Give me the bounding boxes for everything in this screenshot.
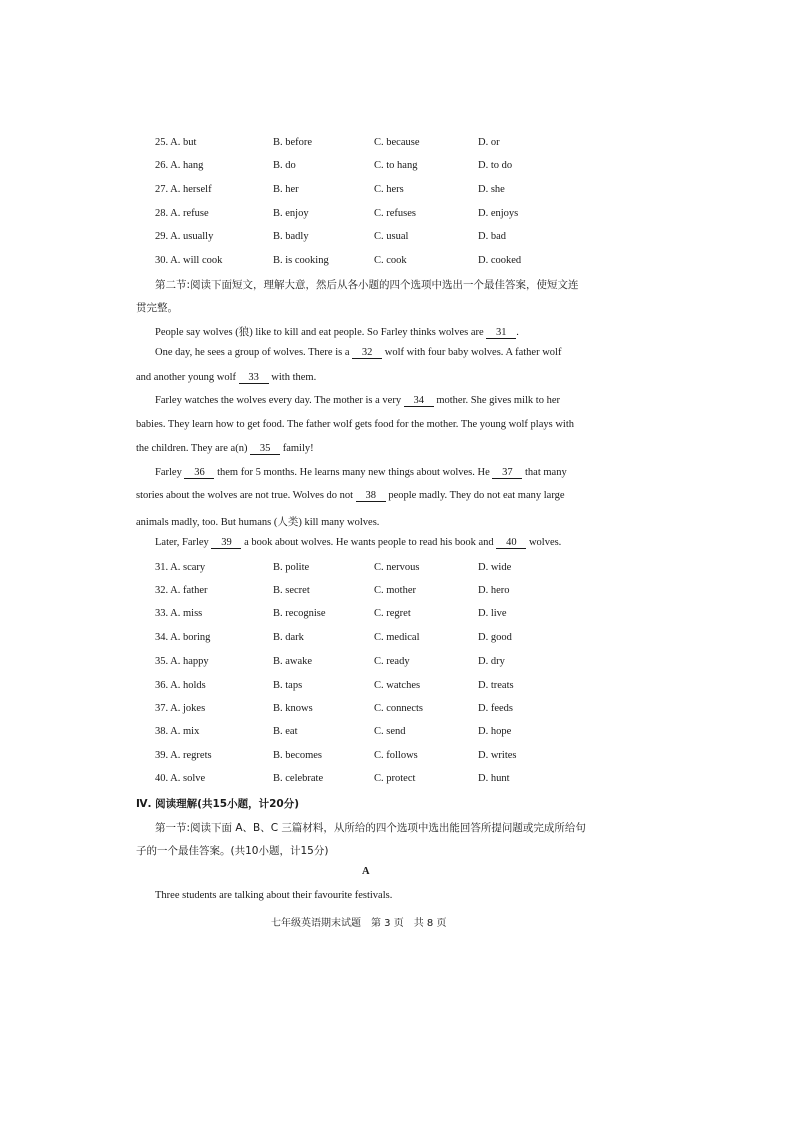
option-c: C. medical [374, 632, 420, 643]
option-c: C. mother [374, 585, 416, 596]
option-b: B. becomes [273, 750, 322, 761]
option-d: D. treats [478, 680, 514, 691]
option-b: B. taps [273, 680, 303, 691]
option-d: D. cooked [478, 255, 522, 266]
page-footer: 七年级英语期末试题 第 3 页 共 8 页 [271, 918, 447, 929]
blank-40: 40 [496, 537, 526, 549]
blank-38: 38 [356, 490, 386, 502]
option-b: B. do [273, 160, 296, 171]
option-c: C. ready [374, 656, 410, 667]
option-a: 30. A. will cook [155, 255, 223, 266]
passage-text: . [516, 327, 519, 338]
option-c: C. because [374, 137, 420, 148]
option-d: D. she [478, 184, 505, 195]
option-d: D. bad [478, 231, 506, 242]
option-d: D. hope [478, 726, 512, 737]
passage-line [136, 372, 316, 384]
option-c: C. connects [374, 703, 423, 714]
section4-instruction-line2: 子的一个最佳答案。(共10小题，计15分) [136, 845, 329, 857]
option-a: 39. A. regrets [155, 750, 212, 761]
option-a: 35. A. happy [155, 656, 209, 667]
passage-a-label: A [362, 866, 370, 877]
passage-text: wolf with four baby wolves. A father wolf [384, 347, 562, 358]
option-b: B. eat [273, 726, 298, 737]
option-c: C. follows [374, 750, 418, 761]
option-a: 38. A. mix [155, 726, 200, 737]
option-a: 36. A. holds [155, 680, 206, 691]
passage-text: Farley watches the wolves every day. The mother is a very [155, 395, 402, 406]
option-a: 37. A. jokes [155, 703, 206, 714]
option-c: C. usual [374, 231, 409, 242]
option-d: D. dry [478, 656, 505, 667]
passage-line [155, 467, 567, 479]
option-d: D. feeds [478, 703, 513, 714]
passage-text: a book about wolves. He wants people to read his book and [244, 537, 494, 548]
option-c: C. cook [374, 255, 407, 266]
option-b: B. knows [273, 703, 313, 714]
passage-line [155, 324, 519, 339]
section2-instruction-line2: 贯完整。 [136, 302, 178, 314]
passage-text: with them. [271, 372, 317, 383]
option-c: C. send [374, 726, 406, 737]
passage-text: the children. They are a(n) [136, 443, 248, 454]
option-a: 26. A. hang [155, 160, 204, 171]
option-a: 34. A. boring [155, 632, 211, 643]
passage-text: wolves. [528, 537, 562, 548]
passage-line [155, 537, 561, 549]
option-c: C. refuses [374, 208, 416, 219]
passage-a-intro: Three students are talking about their favourite festivals. [155, 890, 393, 901]
option-a: 31. A. scary [155, 562, 206, 573]
option-a: 28. A. refuse [155, 208, 209, 219]
option-d: D. hero [478, 585, 510, 596]
option-b: B. before [273, 137, 313, 148]
option-b: B. celebrate [273, 773, 324, 784]
blank-36: 36 [184, 467, 214, 479]
option-c: C. watches [374, 680, 421, 691]
section2-instruction-line1: 第二节:阅读下面短文，理解大意，然后从各小题的四个选项中选出一个最佳答案，使短文连 [155, 279, 579, 291]
option-d: D. enjoys [478, 208, 519, 219]
passage-text: them for 5 months. He learns many new things about wolves. He [217, 467, 490, 478]
option-c: C. nervous [374, 562, 420, 573]
option-c: C. to hang [374, 160, 418, 171]
blank-31: 31 [486, 327, 516, 339]
option-d: D. writes [478, 750, 517, 761]
option-b: B. enjoy [273, 208, 309, 219]
option-b: B. badly [273, 231, 309, 242]
blank-37: 37 [492, 467, 522, 479]
passage-text: Farley [155, 467, 182, 478]
passage-text: One day, he sees a group of wolves. There is a [155, 347, 350, 358]
option-d: D. wide [478, 562, 512, 573]
passage-line [136, 443, 314, 455]
option-b: B. secret [273, 585, 310, 596]
option-b: B. is cooking [273, 255, 329, 266]
blank-33: 33 [239, 372, 269, 384]
option-b: B. her [273, 184, 299, 195]
option-c: C. hers [374, 184, 404, 195]
option-d: D. good [478, 632, 512, 643]
blank-34: 34 [404, 395, 434, 407]
option-b: B. dark [273, 632, 304, 643]
blank-32: 32 [352, 347, 382, 359]
passage-line [155, 395, 560, 407]
passage-line [155, 347, 561, 359]
option-b: B. recognise [273, 608, 326, 619]
passage-text: animals madly, too. But humans (人类) kill many wolves. [136, 517, 380, 528]
option-d: D. to do [478, 160, 513, 171]
passage-text: that many [525, 467, 567, 478]
passage-text: people madly. They do not eat many large [388, 490, 565, 501]
option-c: C. regret [374, 608, 411, 619]
option-d: D. hunt [478, 773, 510, 784]
passage-text: babies. They learn how to get food. The father wolf gets food for the mother. The young wolf plays with [136, 419, 574, 430]
blank-35: 35 [250, 443, 280, 455]
passage-text: Later, Farley [155, 537, 209, 548]
option-c: C. protect [374, 773, 416, 784]
option-b: B. polite [273, 562, 310, 573]
passage-line [136, 490, 565, 502]
option-a: 29. A. usually [155, 231, 214, 242]
passage-text: People say wolves (狼) like to kill and eat people. So Farley thinks wolves are [155, 327, 484, 338]
option-a: 40. A. solve [155, 773, 206, 784]
passage-text: mother. She gives milk to her [436, 395, 560, 406]
option-a: 32. A. father [155, 585, 208, 596]
option-a: 27. A. herself [155, 184, 212, 195]
option-d: D. or [478, 137, 500, 148]
section4-instruction-line1: 第一节:阅读下面 A、B、C 三篇材料，从所给的四个选项中选出能回答所提问题或完成所给句 [155, 822, 586, 834]
passage-line [136, 514, 379, 529]
option-b: B. awake [273, 656, 313, 667]
section4-heading: Ⅳ. 阅读理解(共15小题，计20分) [136, 798, 300, 810]
blank-39: 39 [211, 537, 241, 549]
passage-line [136, 419, 574, 430]
option-d: D. live [478, 608, 507, 619]
passage-text: family! [282, 443, 314, 454]
passage-text: stories about the wolves are not true. Wolves do not [136, 490, 354, 501]
passage-text: and another young wolf [136, 372, 237, 383]
option-a: 33. A. miss [155, 608, 203, 619]
option-a: 25. A. but [155, 137, 197, 148]
